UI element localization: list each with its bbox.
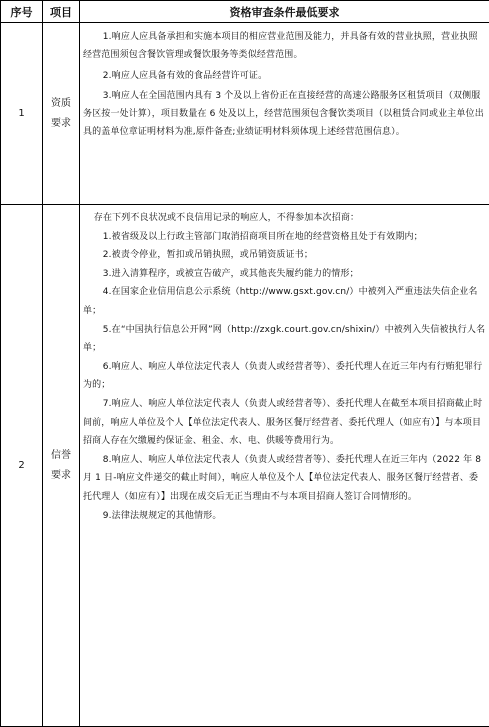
requirement-content: [80, 23, 489, 205]
requirement-paragraph: 1.响应人应具备承担和实施本项目的相应营业范围及能力，并具备有效的营业执照，营业执照经营范围须包含餐饮管理或餐饮服务等类似经营范围。: [83, 32, 478, 60]
item-label-line: 要求: [51, 469, 71, 481]
requirement-intro: 存在下列不良状况或不良信用记录的响应人，不得参加本次招商：: [93, 213, 360, 223]
row-number: 2: [1, 205, 43, 727]
table-row: [1, 23, 489, 205]
requirement-paragraph: 7.响应人、响应人单位法定代表人（负责人或经营者等）、委托代理人在截至本项目招商截止时间前，响应人单位及个人【单位法定代表人、服务区餐厅经营者、委托代理人（如应有）】与本项目招商人存在欠缴履约保证金、租金、水、电、供暖等费用行为。: [83, 398, 483, 447]
requirement-paragraph: 3.进入清算程序，或被宣告破产，或其他丧失履约能力的情形；: [102, 268, 359, 279]
item-label-line: 资质: [51, 97, 71, 109]
requirement-content: [80, 205, 489, 727]
requirement-paragraph: 4.在国家企业信用信息公示系统（http://www.gsxt.gov.cn/）中被列入严重违法失信企业名单；: [83, 287, 478, 316]
header-serial-number: 序号: [1, 1, 43, 23]
requirement-paragraph: 8.响应人、响应人单位法定代表人（负责人或经营者等）、委托代理人在近三年内（2022 年 8 月 1 日-响应文件递交的截止时间），响应人单位及个人【单位法定代表人、服务区餐厅经营者、委托代理人（如应有）】出现在成交后无正当理由不与本项目招商人签订合同情形的。: [83, 454, 482, 502]
requirement-paragraph: 2.响应人应具备有效的食品经营许可证。: [102, 70, 268, 81]
row-item: [43, 205, 80, 727]
requirement-paragraph: 9.法律法规规定的其他情形。: [102, 510, 222, 521]
requirement-paragraph: 2.被责令停业，暂扣或吊销执照，或吊销资质证书；: [102, 250, 313, 261]
header-item: 项目: [43, 1, 80, 23]
requirement-paragraph: 1.被省级及以上行政主管部门取消招商项目所在地的经营资格且处于有效期内；: [102, 231, 423, 242]
header-requirements: 资格审查条件最低要求: [80, 1, 489, 23]
row-number: 1: [1, 23, 43, 205]
requirement-paragraph: 3.响应人在全国范围内具有 3 个及以上省份正在直接经营的高速公路服务区租赁项目（双侧服务区按一处计算），项目数量在 6 处及以上，经营范围须包含餐饮类项目（以租赁合同或业主单位出具的盖单位章证明材料为准,原件备查;业绩证明材料须体现上述经营范围信息）。: [83, 91, 484, 137]
requirement-paragraph: 5.在“中国执行信息公开网”网（http://zxgk.court.gov.cn/shixin/）中被列入失信被执行人名单；: [83, 324, 486, 354]
requirement-paragraph: 6.响应人、响应人单位法定代表人（负责人或经营者等）、委托代理人在近三年内有行贿犯罪行为的；: [83, 361, 483, 391]
row-item: [43, 23, 80, 205]
item-label-line: 要求: [51, 117, 71, 129]
item-label-line: 信誉: [51, 449, 71, 461]
header-row: [1, 1, 489, 23]
table-row: [1, 205, 489, 727]
